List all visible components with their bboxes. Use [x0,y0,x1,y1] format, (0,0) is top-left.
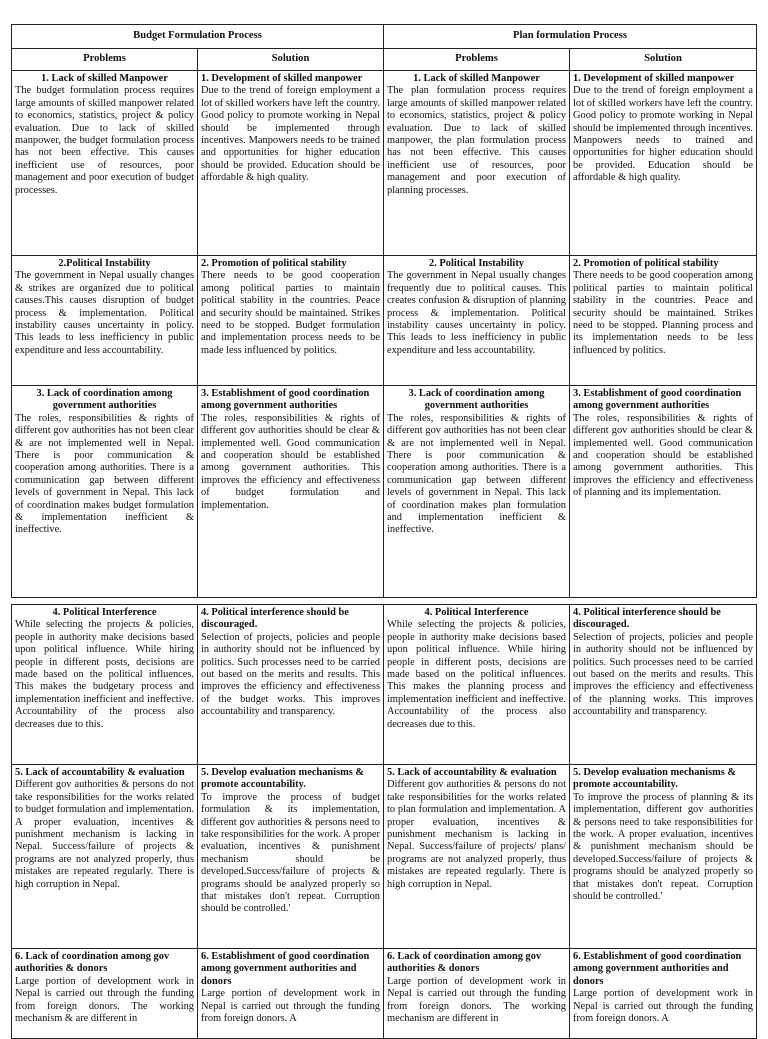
cell-title: 1. Development of skilled manpower [573,73,735,84]
cell-body: The government in Nepal usually changes frequently due to political causes. This creates confusion & disruption of planning process & implementation. Political instability causes uncertainty in policy. This leads to less inefficiency in public expenditure and less accountability. [387,270,566,356]
table-row [12,386,757,598]
cell-title: 3. Lack of coordination among government authorities [408,388,545,412]
cell-title: 5. Lack of accountability & evaluation [15,767,185,778]
comparison-table-part-2 [11,604,757,1039]
cell-title: 2. Promotion of political stability [573,258,719,269]
cell-title: 4. Political interference should be discouraged. [573,607,721,631]
plan-problem-cell [384,949,570,1039]
cell-body: The roles, responsibilities & rights of different gov authorities should be clear & implemented well. Good communication and cooperation should be established among government authorities. This improves the efficiency and effectiveness of planning and its implementation. [573,412,754,499]
table-row [12,256,757,386]
plan-problem-cell [384,765,570,949]
table-row [12,71,757,256]
plan-problem-cell [384,386,570,598]
budget-problem-cell [12,605,198,765]
cell-title: 5. Lack of accountability & evaluation [387,767,557,778]
budget-problems-header: Problems [12,49,198,71]
cell-body: Different gov authorities & persons do not take responsibilities for the works related to budget formulation and implementation. A proper evaluation, incentives & punishment mechanism is lacking in Nepal. Success/failure of projects & programs are not analyzed properly, thus mistakes are repeated regularly. There is high corruption in Nepal. [15,779,194,890]
cell-body: To improve the process of planning & its implementation, different gov authorities & persons need to take responsibilities for the work. A proper evaluation, incentives & punishment mechanism should be developed.Success/failure of projects & programs should be analyzed properly so that mistakes don't repeat. Corruption should be controlled.' [573,791,753,903]
cell-body: Different gov authorities & persons do not take responsibilities for the works related to plan formulation and implementation. A proper evaluation, incentives & punishment mechanism is lacking in Nepal. Success/failure of projects/ plans/ programs are not analyzed properly, thus mistakes are repeated regularly. There is high corruption in Nepal. [387,779,566,890]
plan-solution-cell [570,605,757,765]
budget-problem-cell [12,71,198,256]
cell-body: The plan formulation process requires large amounts of skilled manpower related to economics, statistics, project & policy evaluation. Due to lack of skilled manpower, the plan formulation process has not been effective. This causes inefficient use of resources, poor management and poor execution of planning processes. [387,85,566,196]
cell-title: 3. Establishment of good coordination among government authorities [201,388,370,412]
budget-section-title: Budget Formulation Process [12,25,384,49]
cell-body: Due to the trend of foreign employment a lot of skilled workers have left the country. Good policy to promote working in Nepal should be implemented through incentives. Manpowers needs to trained and opportunities for higher education should be provided. Education should be affordable & high quality. [573,85,754,184]
cell-body: While selecting the projects & policies, people in authority make decisions based upon political influence. While hiring people in different posts, decisions are made based on the political influences. This makes the planning process and implementation inefficient and ineffective. Accountability of the process also decreases due to this. [387,619,566,730]
plan-solution-cell [570,71,757,256]
cell-title: 1. Development of skilled manpower [201,73,363,84]
budget-solution-cell [198,765,384,949]
cell-title: 4. Political Interference [52,607,157,618]
plan-solution-cell [570,256,757,386]
cell-title: 5. Develop evaluation mechanisms & promote accountability. [201,767,365,791]
cell-title: 1. Lack of skilled Manpower [41,73,168,84]
budget-solution-cell [198,386,384,598]
column-header-row [12,49,757,71]
budget-problem-cell [12,949,198,1039]
cell-body: Due to the trend of foreign employment a lot of skilled workers have left the country. Good policy to promote working in Nepal should be implemented through incentives. Manpowers needs to be trained and opportunities for higher education should be provided. Education should be affordable & high quality. [201,85,380,184]
cell-title: 1. Lack of skilled Manpower [413,73,540,84]
cell-body: The roles, responsibilities & rights of different gov authorities has not been clear & are not implemented well in Nepal. There is poor communication & cooperation among authorities. There is a communication gap between different levels of government in Nepal. This lack of coordination makes plan formulation and implementation inefficient & ineffective. [387,412,566,536]
plan-solution-cell [570,949,757,1039]
cell-body: While selecting the projects & policies, people in authority make decisions based upon political influence. While hiring people in different posts, decisions are made based on the political influences. This makes the budgetary process and implementation inefficient and ineffective. Accountability of the process also decreases due to this. [15,619,194,730]
cell-body: Large portion of development work in Nepal is carried out through the funding from foreign donors. A [201,988,380,1025]
plan-section-title: Plan formulation Process [384,25,757,49]
cell-title: 2.Political Instability [58,258,151,269]
table-row [12,765,757,949]
cell-title: 2. Promotion of political stability [201,258,347,269]
cell-title: 2. Political Instability [429,258,524,269]
cell-body: Selection of projects, policies and people in authority should not be influenced by politics. Such processes need to be carried out based on the merits and results. This improves the efficiency and effectiveness of the planning works. This improves accountability and transparency. [573,631,753,718]
cell-body: Selection of projects, policies and people in authority should not be influenced by politics. Such processes need to be carried out based on the merits and results. This improves the efficiency and effectiveness of the budget works. This improves accountability and transparency. [201,631,380,718]
plan-problems-header: Problems [384,49,570,71]
cell-body: The roles, responsibilities & rights of different gov authorities should be clear & implemented well. Good communication and cooperation should be established among government authorities. This improves the efficiency and effectiveness of budget formulation and implementation. [201,412,380,511]
table-row [12,605,757,765]
plan-problem-cell [384,71,570,256]
plan-problem-cell [384,256,570,386]
budget-solution-header: Solution [198,49,384,71]
cell-body: Large portion of development work in Nepal is carried out through the funding from foreign donors. The working mechanism & are different in [15,975,194,1025]
cell-body: There needs to be good cooperation among political parties to maintain political stability in the countries. Peace and security should be maintained. Strikes need to be stopped. Planning process and its implementation needs to be less influenced by politics. [573,270,754,356]
cell-body: The budget formulation process requires large amounts of skilled manpower related to economics, statistics, project & policy evaluation. Due to lack of skilled manpower, the budget formulation process has not been effective. This causes inefficient use of resources, poor management and poor execution of budget processes. [15,85,194,196]
plan-problem-cell [384,605,570,765]
budget-solution-cell [198,71,384,256]
budget-problem-cell [12,765,198,949]
budget-problem-cell [12,256,198,386]
cell-title: 6. Lack of coordination among gov authorities & donors [387,951,542,975]
cell-title: 3. Establishment of good coordination among government authorities [573,388,742,412]
budget-problem-cell [12,386,198,598]
cell-title: 4. Political Interference [424,607,529,618]
plan-solution-cell [570,386,757,598]
comparison-table-part-1 [11,24,757,598]
section-header-row [12,25,757,49]
cell-title: 6. Establishment of good coordination among government authorities and donors [201,951,370,987]
budget-solution-cell [198,256,384,386]
budget-solution-cell [198,605,384,765]
cell-title: 6. Establishment of good coordination among government authorities and donors [573,951,742,987]
cell-title: 6. Lack of coordination among gov authorities & donors [15,951,170,975]
cell-body: Large portion of development work in Nepal is carried out through the funding from foreign donors. A [573,988,753,1025]
cell-body: Large portion of development work in Nepal is carried out through the funding from foreign donors. The working mechanism are different in [387,975,566,1025]
plan-solution-header: Solution [570,49,757,71]
plan-solution-cell [570,765,757,949]
cell-title: 4. Political interference should be discouraged. [201,607,349,631]
cell-body: The roles, responsibilities & rights of different gov authorities has not been clear & are not implemented well in Nepal. There is poor communication & cooperation among authorities. There is a communication gap between different levels of government in Nepal. This lack of coordination makes budget formulation & implementation inefficient & ineffective. [15,412,194,536]
cell-title: 5. Develop evaluation mechanisms & promote accountability. [573,767,737,791]
cell-body: There needs to be good cooperation among political parties to maintain political stability in the countries. Peace and security should be maintained. Strikes need to be stopped. Budget formulation and implementation process needs to be made less influenced by politics. [201,270,380,356]
table-row [12,949,757,1039]
budget-solution-cell [198,949,384,1039]
cell-body: The government in Nepal usually changes & strikes are organized due to political causes.This causes disruption of budget process & implementation. Political instability causes uncertainty in policy. This leads to less inefficiency in public expenditure and less accountability. [15,270,194,356]
cell-body: To improve the process of budget formulation & its implementation, different gov authorities & persons need to take responsibilities for the work. A proper evaluation, incentives & punishment mechanism should be developed.Success/failure of projects & programs should be analyzed properly so that mistakes don't repeat. Corruption should be controlled.' [201,791,380,915]
cell-title: 3. Lack of coordination among government authorities [36,388,173,412]
